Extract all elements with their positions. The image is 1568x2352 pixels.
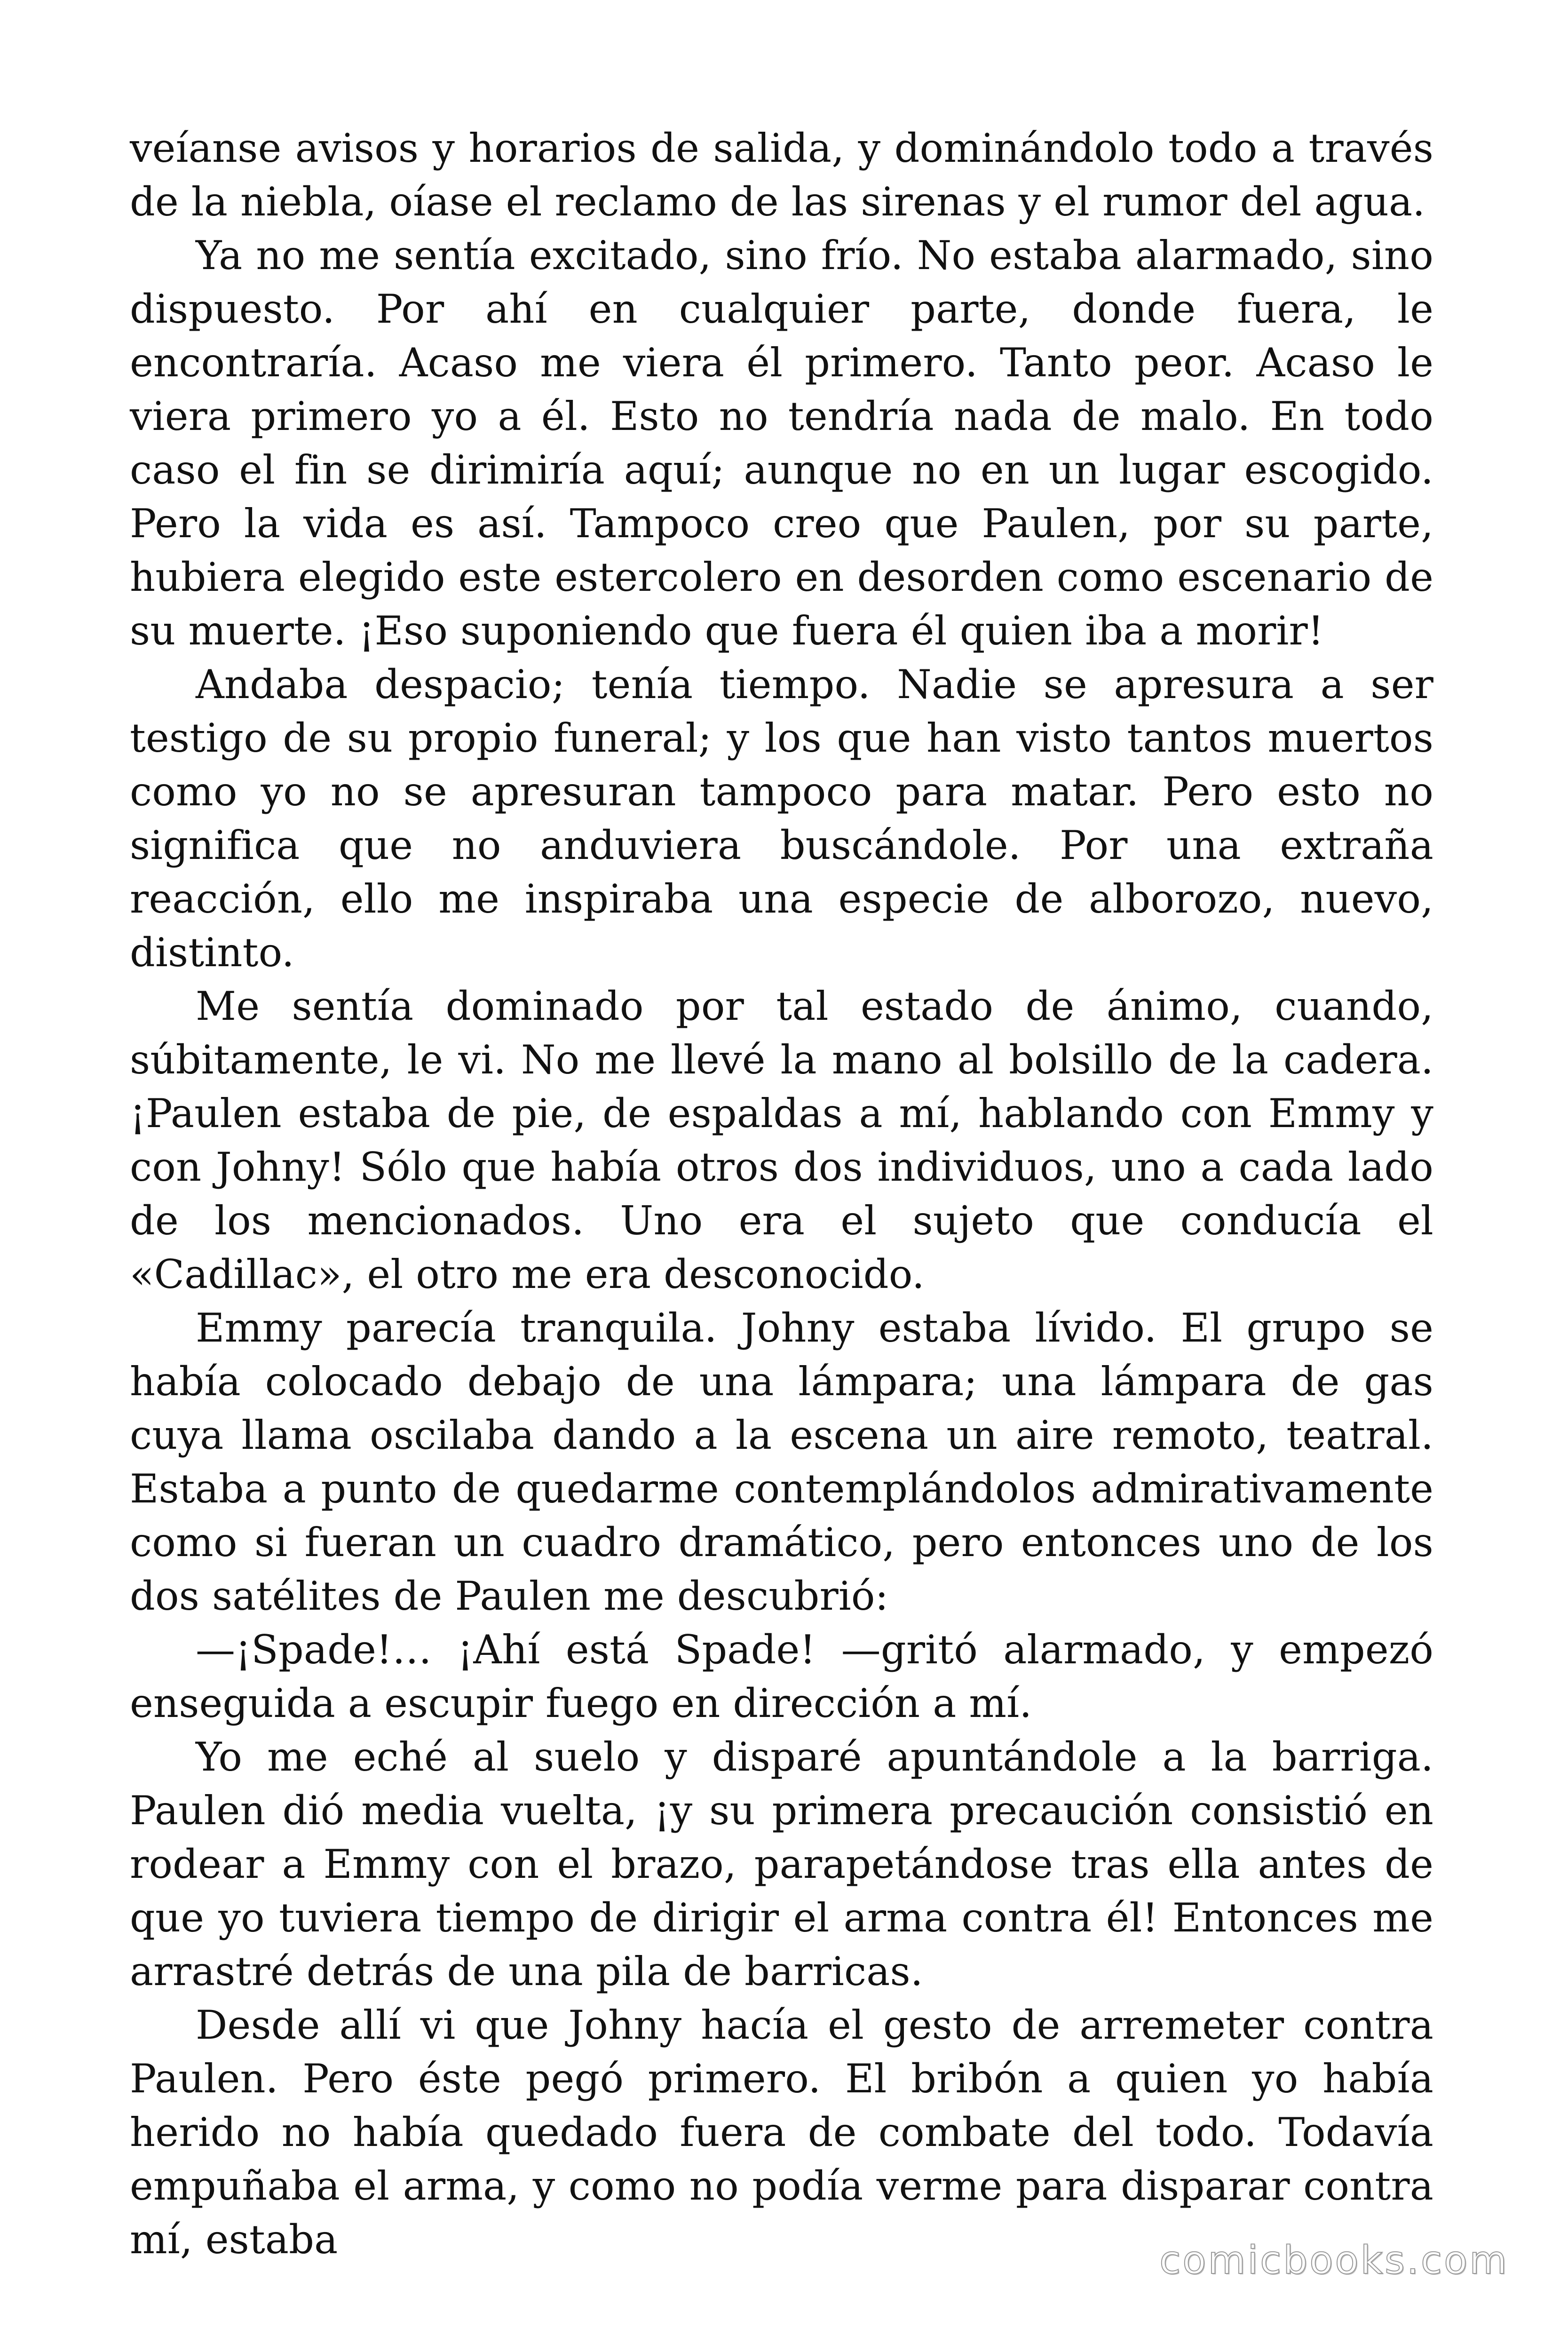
body-text xyxy=(130,121,1433,2266)
paragraph-1: veíanse avisos y horarios de salida, y dominándolo todo a través de la niebla, oíase el reclamo de las sirenas y el rumor del agua. xyxy=(130,125,1433,225)
paragraph-8: Desde allí vi que Johny hacía el gesto de arremeter contra Paulen. Pero éste pegó primero. El bribón a quien yo había herido no había quedado fuera de combate del todo. Todavía empuñaba el arma, y como no podía verme para disparar contra mí, estaba xyxy=(130,2002,1433,2263)
paragraph-3: Andaba despacio; tenía tiempo. Nadie se apresura a ser testigo de su propio funeral; y los que han visto tantos muertos como yo no se apresuran tampoco para matar. Pero esto no significa que no anduviera buscándole. Por una extraña reacción, ello me inspiraba una especie de alborozo, nuevo, distinto. xyxy=(130,661,1433,976)
watermark: comicbooks.com xyxy=(1159,2238,1509,2283)
paragraph-6: —¡Spade!… ¡Ahí está Spade! —gritó alarmado, y empezó enseguida a escupir fuego en dirección a mí. xyxy=(130,1627,1433,1726)
paragraph-7: Yo me eché al suelo y disparé apuntándole a la barriga. Paulen dió media vuelta, ¡y su primera precaución consistió en rodear a Emmy con el brazo, parapetándose tras ella antes de que yo tuviera tiempo de dirigir el arma contra él! Entonces me arrastré detrás de una pila de barricas. xyxy=(130,1734,1433,1994)
paragraph-5: Emmy parecía tranquila. Johny estaba lívido. El grupo se había colocado debajo de una lámpara; una lámpara de gas cuya llama oscilaba dando a la escena un aire remoto, teatral. Estaba a punto de quedarme contemplándolos admirativamente como si fueran un cuadro dramático, pero entonces uno de los dos satélites de Paulen me descubrió: xyxy=(130,1305,1433,1619)
paragraph-4: Me sentía dominado por tal estado de ánimo, cuando, súbitamente, le vi. No me llevé la mano al bolsillo de la cadera. ¡Paulen estaba de pie, de espaldas a mí, hablando con Emmy y con Johny! Sólo que había otros dos individuos, uno a cada lado de los mencionados. Uno era el sujeto que conducía el «Cadillac», el otro me era desconocido. xyxy=(130,983,1433,1297)
paragraph-2: Ya no me sentía excitado, sino frío. No estaba alarmado, sino dispuesto. Por ahí en cualquier parte, donde fuera, le encontraría. Acaso me viera él primero. Tanto peor. Acaso le viera primero yo a él. Esto no tendría nada de malo. En todo caso el fin se dirimiría aquí; aunque no en un lugar escogido. Pero la vida es así. Tampoco creo que Paulen, por su parte, hubiera elegido este estercolero en desorden como escenario de su muerte. ¡Eso suponiendo que fuera él quien iba a morir! xyxy=(130,232,1433,654)
